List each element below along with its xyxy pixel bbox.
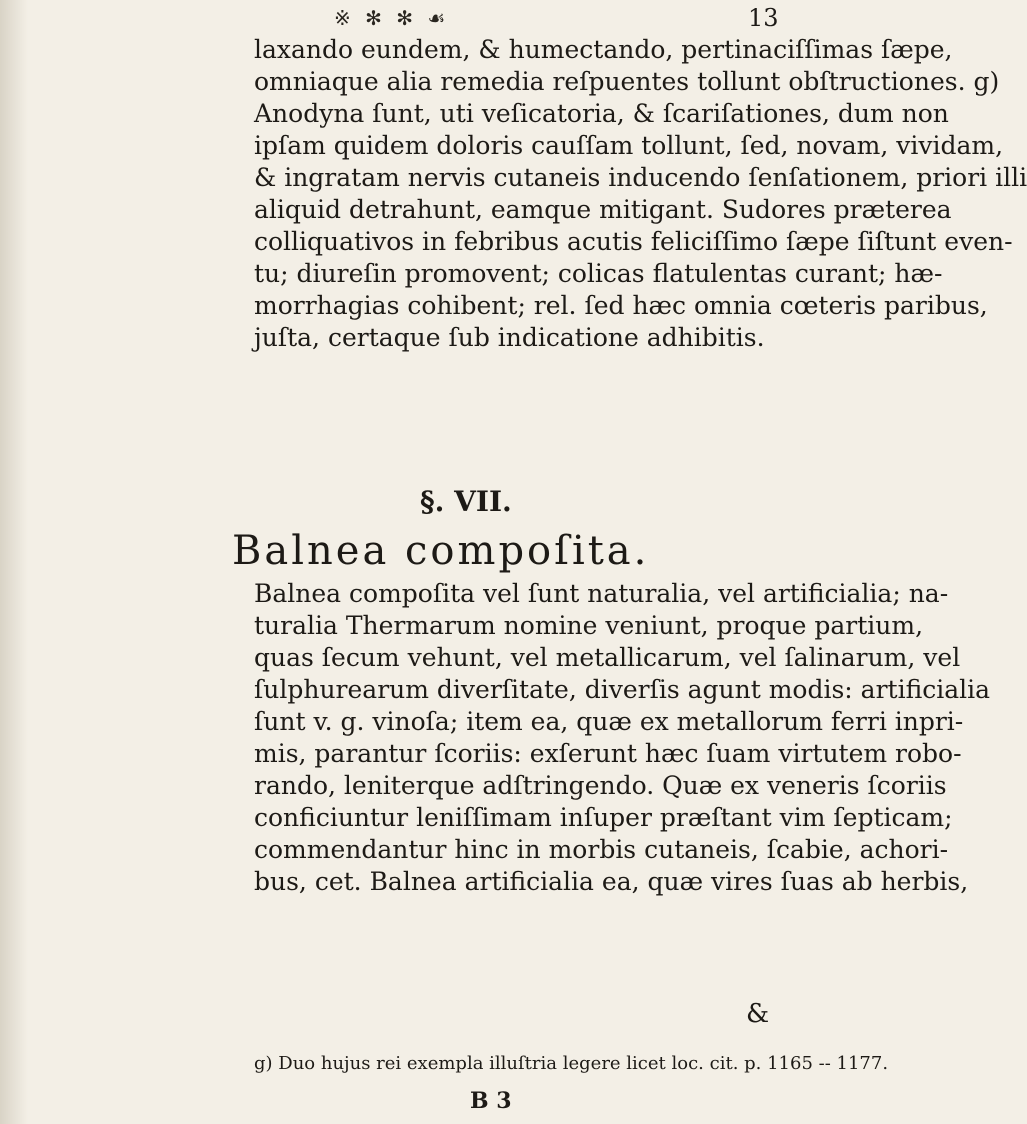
header-ornament: ※ ✻ ✻ ☙	[334, 6, 450, 30]
text-line: rando, leniterque adſtringendo. Quæ ex veneris ſcoriis	[254, 771, 947, 800]
text-line: omniaque alia remedia reſpuentes tollunt obſtructiones. g)	[254, 67, 1000, 96]
text-line: tu; diureſin promovent; colicas flatulentas curant; hæ-	[254, 259, 943, 288]
text-line: morrhagias cohibent; rel. ſed hæc omnia cœteris paribus,	[254, 291, 988, 320]
text-line: colliquativos in febribus acutis feliciſſimo ſæpe ſiſtunt even-	[254, 227, 1013, 256]
text-line: ſulphurearum diverſitate, diverſis agunt modis: artificialia	[254, 675, 991, 704]
text-line: mis, parantur ſcoriis: exſerunt hæc ſuam virtutem robo-	[254, 739, 962, 768]
signature-mark: B 3	[470, 1088, 512, 1114]
text-line: quas ſecum vehunt, vel metallicarum, vel ſalinarum, vel	[254, 643, 961, 672]
text-line: & ingratam nervis cutaneis inducendo ſenſationem, priori illi	[254, 163, 1027, 192]
text-line: aliquid detrahunt, eamque mitigant. Sudores præterea	[254, 195, 952, 224]
section-number: §. VII.	[420, 485, 512, 518]
text-line: commendantur hinc in morbis cutaneis, ſcabie, achori-	[254, 835, 949, 864]
text-line: ſunt v. g. vinoſa; item ea, quæ ex metallorum ferri inpri-	[254, 707, 964, 736]
running-header	[0, 2, 801, 38]
text-line: juſta, certaque ſub indicatione adhibitis.	[254, 323, 765, 352]
catchword: &	[746, 999, 770, 1029]
text-line: Balnea compoſita vel ſunt naturalia, vel artificialia; na-	[254, 579, 949, 608]
text-line: laxando eundem, & humectando, pertinaciſſimas ſæpe,	[254, 35, 953, 64]
text-line: ipſam quidem doloris cauſſam tollunt, ſed, novam, vividam,	[254, 131, 1004, 160]
text-line: turalia Thermarum nomine veniunt, proque partium,	[254, 611, 924, 640]
text-line: bus, cet. Balnea artificialia ea, quæ vires ſuas ab herbis,	[254, 867, 969, 896]
text-line: Anodyna ſunt, uti veſicatoria, & ſcariſationes, dum non	[254, 99, 949, 128]
text-line: conficiuntur leniſſimam inſuper præſtant vim ſepticam;	[254, 803, 953, 832]
footnote: g) Duo hujus rei exempla illuſtria legere licet loc. cit. p. 1165 -- 1177.	[254, 1053, 889, 1074]
paragraph-2	[254, 578, 991, 898]
page-number: 13	[748, 4, 779, 32]
paragraph-1	[254, 34, 1027, 354]
section-title: Balnea compoſita.	[232, 528, 650, 574]
gutter-shadow	[0, 0, 28, 1124]
